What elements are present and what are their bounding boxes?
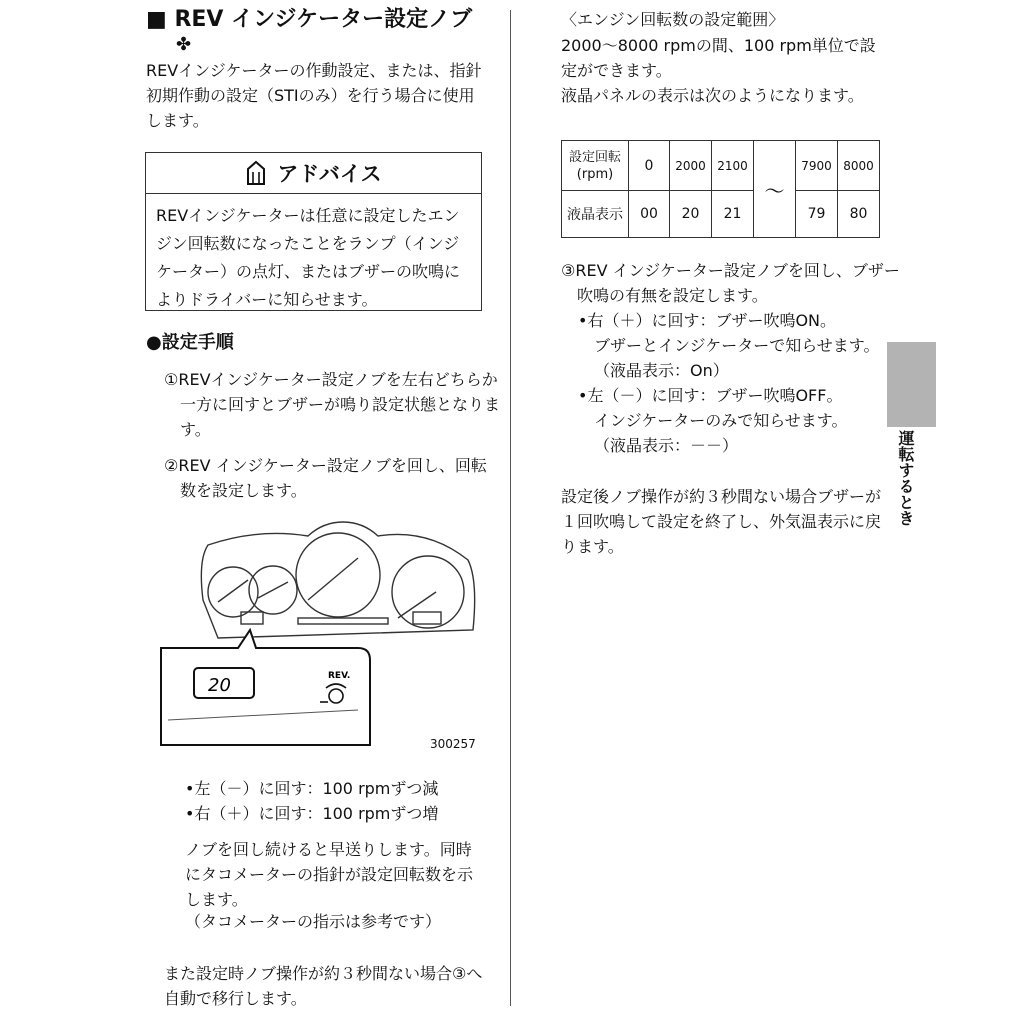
- bullet-decrease: •左（－）に回す：100 rpmずつ減: [185, 779, 439, 798]
- rev-knob-label: REV.: [328, 671, 351, 681]
- range-heading: 〈エンジン回転数の設定範囲〉: [561, 10, 785, 29]
- table-cell-rpm: 0: [629, 141, 670, 191]
- range-text: 2000～8000 rpmの間、100 rpm単位で設定ができます。: [561, 36, 876, 80]
- bullet-increase: •右（＋）に回す：100 rpmずつ増: [185, 804, 439, 823]
- instrument-cluster-figure: [158, 520, 484, 755]
- advice-title: アドバイス: [277, 162, 382, 186]
- table-cell-display: 20: [670, 191, 712, 238]
- step-1: ①REVインジケーター設定ノブを左右どちらか一方に回すとブザーが鳴り設定状態となります。: [164, 370, 501, 439]
- chapter-tab: [887, 342, 936, 427]
- buzzer-on-detail: ブザーとインジケーターで知らせます。（液晶表示：On）: [594, 336, 880, 380]
- table-cell-display: 21: [712, 191, 754, 238]
- step-3: ③REV インジケーター設定ノブを回し、ブザー吹鳴の有無を設定します。: [561, 261, 900, 305]
- buzzer-off-detail: インジケーターのみで知らせます。: [594, 411, 848, 430]
- table-cell-display: 79: [796, 191, 838, 238]
- buzzer-off-display: （液晶表示：－－）: [594, 436, 739, 455]
- knob-icon: ✤: [176, 34, 192, 55]
- closing-text: 設定後ノブ操作が約３秒間ない場合ブザーが１回吹鳴して設定を終了し、外気温表示に戻ります。: [561, 487, 882, 556]
- buzzer-off-bullet: •左（－）に回す：ブザー吹鳴OFF。: [578, 386, 843, 405]
- intro-text: REVインジケーターの作動設定、または、指針初期作動の設定（STIのみ）を行う場合に使用します。: [146, 61, 482, 130]
- table-cell-rpm: 2100: [712, 141, 754, 191]
- step-2: ②REV インジケーター設定ノブを回し、回転数を設定します。: [164, 456, 487, 500]
- table-row-header-display: 液晶表示: [562, 191, 629, 238]
- column-divider: [510, 10, 511, 1006]
- procedure-title: ●設定手順: [146, 332, 234, 353]
- table-cell-rpm: 8000: [838, 141, 880, 191]
- chapter-tab-label: 運転するとき: [896, 430, 915, 526]
- fast-forward-note: ノブを回し続けると早送りします。同時にタコメーターの指針が設定回転数を示します。: [185, 840, 474, 909]
- figure-code: 300257: [430, 737, 476, 751]
- rpm-lcd-table: [561, 140, 880, 238]
- advice-body: REVインジケーターは任意に設定したエンジン回転数になったことをランプ（インジケーター）の点灯、またはブザーの吹鳴によりドライバーに知らせます。: [156, 206, 461, 309]
- advice-header: [146, 153, 481, 194]
- lcd-text: 液晶パネルの表示は次のようになります。: [561, 86, 864, 105]
- lcd-readout: 20: [208, 675, 231, 696]
- table-row-header-rpm: 設定回転(rpm): [562, 141, 629, 191]
- table-tilde: ～: [754, 141, 796, 238]
- table-cell-rpm: 7900: [796, 141, 838, 191]
- table-cell-display: 80: [838, 191, 880, 238]
- auto-advance-note: また設定時ノブ操作が約３秒間ない場合③へ自動で移行します。: [164, 964, 483, 1008]
- advice-box: [145, 152, 482, 311]
- section-title: ■ REV インジケーター設定ノブ: [146, 7, 473, 32]
- table-cell-display: 00: [629, 191, 670, 238]
- advice-icon: [245, 160, 267, 186]
- buzzer-on-bullet: •右（＋）に回す：ブザー吹鳴ON。: [578, 311, 837, 330]
- reference-note: （タコメーターの指示は参考です）: [185, 912, 442, 931]
- table-cell-rpm: 2000: [670, 141, 712, 191]
